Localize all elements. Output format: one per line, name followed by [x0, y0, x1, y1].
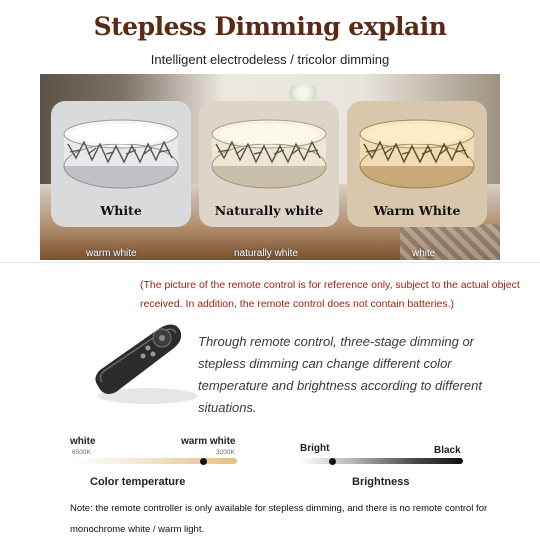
color-temperature-knob[interactable]: [200, 458, 207, 465]
photo-caption-warm-white: warm white: [86, 248, 137, 259]
brightness-knob[interactable]: [329, 458, 336, 465]
photo-caption-white: white: [412, 248, 436, 259]
color-temp-right-label: warm white: [181, 436, 236, 447]
mode-label-naturally-white: Naturally white: [214, 203, 324, 218]
mode-panel-white: [51, 101, 191, 227]
brightness-right-label: Black: [434, 445, 461, 456]
remote-control-image: [90, 318, 210, 408]
color-temperature-title: Color temperature: [90, 476, 186, 488]
mode-label-white: White: [100, 203, 142, 218]
ceiling-lamp-icon: [62, 118, 180, 190]
ceiling-lamp-icon: [358, 118, 476, 190]
brightness-slider[interactable]: [300, 458, 463, 464]
remote-control-icon: [90, 318, 210, 408]
flower-decor: [286, 84, 320, 102]
color-temperature-slider[interactable]: [70, 458, 237, 464]
mode-panel-naturally-white: [199, 101, 339, 227]
mode-label-warm-white: Warm White: [373, 203, 461, 218]
brightness-left-label: Bright: [300, 443, 330, 454]
page-subtitle: Intelligent electrodeless / tricolor dimming: [150, 52, 390, 67]
page-title: Stepless Dimming explain: [93, 12, 447, 41]
section-divider: [0, 262, 540, 263]
ceiling-lamp-icon: [210, 118, 328, 190]
remote-description: Through remote control, three-stage dimming or stepless dimming can change different color temperature and brightness according to different situations.: [198, 334, 483, 415]
remote-note: Note: the remote controller is only available for stepless dimming, and there is no remote control for monochrome white / warm light.: [70, 503, 488, 535]
photo-caption-naturally-white: naturally white: [234, 248, 298, 259]
color-temp-left-value: 6500K: [72, 449, 91, 456]
color-temp-right-value: 3200K: [216, 449, 235, 456]
brightness-title: Brightness: [352, 476, 410, 488]
mode-panel-warm-white: [347, 101, 487, 227]
remote-notice: (The picture of the remote control is for reference only, subject to the actual object received. In addition, the remote control does not contain batteries.): [140, 279, 520, 310]
color-temp-left-label: white: [70, 436, 96, 447]
